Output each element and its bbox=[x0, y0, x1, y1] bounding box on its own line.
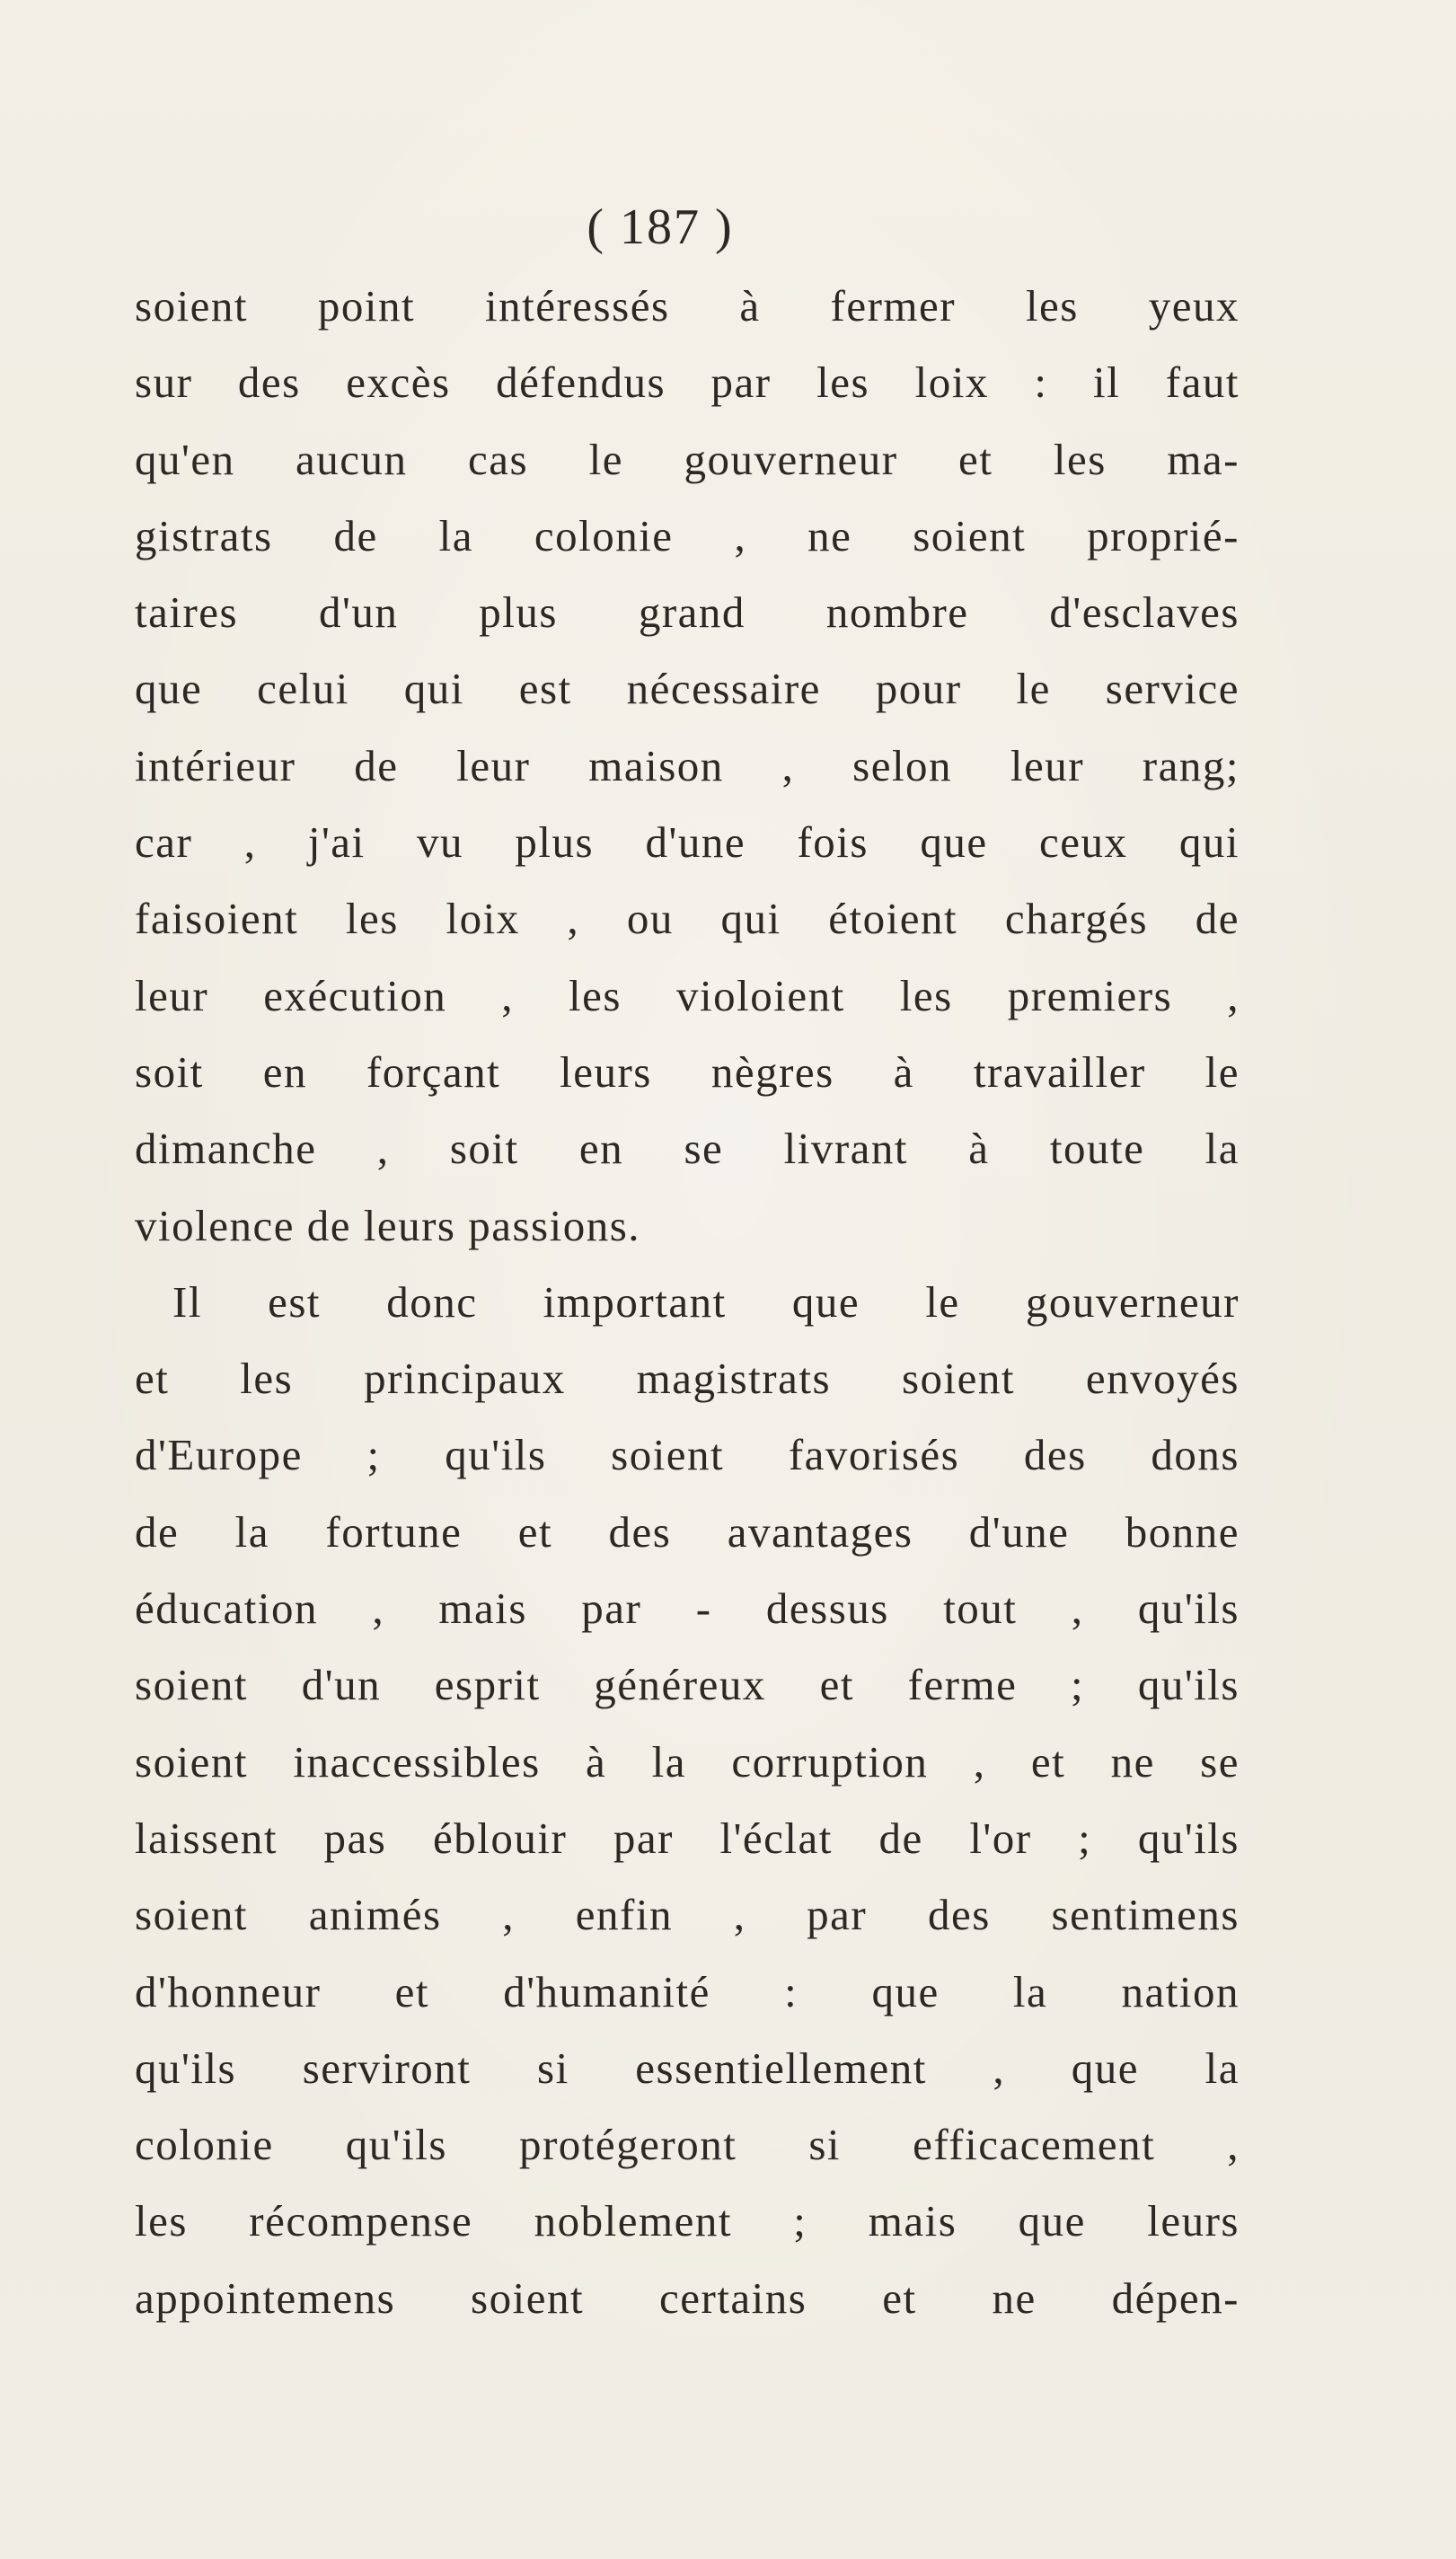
text-line: dimanche , soit en se livrant à toute la bbox=[135, 1124, 1240, 1174]
text-line: appointemens soient certains et ne dépen- bbox=[135, 2272, 1240, 2323]
page-text bbox=[135, 187, 1240, 2336]
text-line: soient d'un esprit généreux et ferme ; qu'ils bbox=[135, 1660, 1240, 1710]
text-line: soient point intéressés à fermer les yeux bbox=[135, 281, 1240, 331]
text-line: Il est donc important que le gouverneur bbox=[172, 1276, 1240, 1327]
text-line: laissent pas éblouir par l'éclat de l'or ; qu'ils bbox=[135, 1813, 1240, 1863]
text-line: de la fortune et des avantages d'une bonne bbox=[135, 1506, 1240, 1557]
text-line: taires d'un plus grand nombre d'esclaves bbox=[135, 587, 1240, 638]
text-line: et les principaux magistrats soient envoyés bbox=[135, 1354, 1240, 1404]
text-line: soient animés , enfin , par des sentimens bbox=[135, 1890, 1240, 1940]
text-line: que celui qui est nécessaire pour le service bbox=[135, 664, 1240, 714]
text-line: soit en forçant leurs nègres à travailler le bbox=[135, 1046, 1240, 1097]
text-line: gistrats de la colonie , ne soient proprié- bbox=[135, 510, 1240, 560]
text-line: car , j'ai vu plus d'une fois que ceux qui bbox=[135, 817, 1240, 868]
text-line: qu'en aucun cas le gouverneur et les ma- bbox=[135, 434, 1240, 484]
text-line: faisoient les loix , ou qui étoient chargés de bbox=[135, 894, 1240, 944]
text-line: sur des excès défendus par les loix : il faut bbox=[135, 357, 1240, 408]
text-line: soient inaccessibles à la corruption , et ne se bbox=[135, 1736, 1240, 1787]
text-line: violence de leurs passions. bbox=[135, 1200, 641, 1250]
text-line: colonie qu'ils protégeront si efficacement , bbox=[135, 2120, 1240, 2170]
text-line: qu'ils serviront si essentiellement , que la bbox=[135, 2043, 1240, 2093]
page-number: ( 187 ) bbox=[587, 199, 734, 255]
text-line: les récompense noblement ; mais que leurs bbox=[135, 2196, 1240, 2246]
text-line: d'honneur et d'humanité : que la nation bbox=[135, 1966, 1240, 2016]
text-line: intérieur de leur maison , selon leur rang; bbox=[135, 740, 1240, 790]
text-line: éducation , mais par - dessus tout , qu'ils bbox=[135, 1584, 1240, 1634]
text-line: leur exécution , les violoient les premiers , bbox=[135, 970, 1240, 1020]
text-line: d'Europe ; qu'ils soient favorisés des dons bbox=[135, 1430, 1240, 1480]
